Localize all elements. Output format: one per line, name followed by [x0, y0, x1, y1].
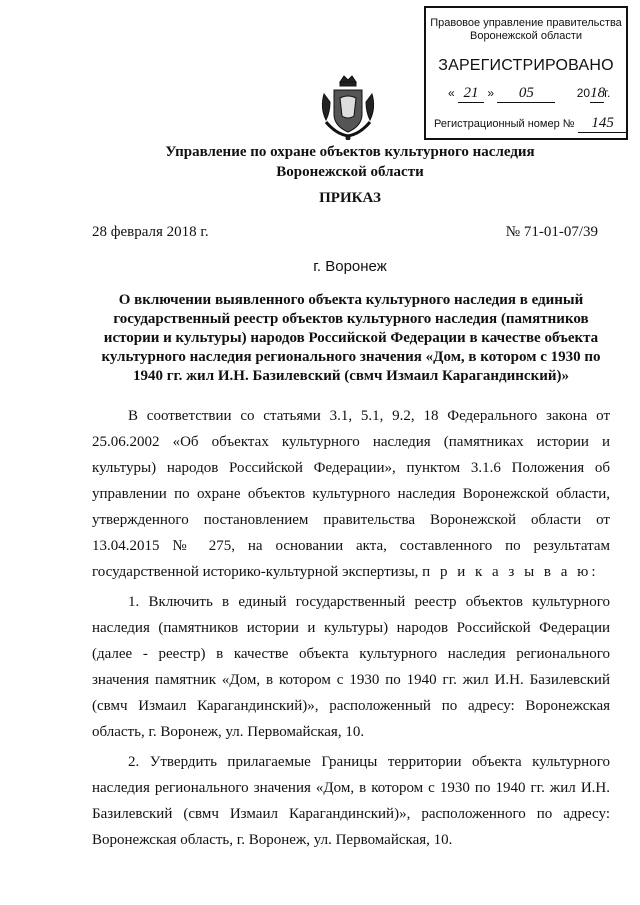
- order-word: п р и к а з ы в а ю:: [422, 564, 599, 580]
- document-date: 28 февраля 2018 г.: [92, 224, 209, 240]
- stamp-reg-number: Регистрационный номер № 145: [426, 115, 626, 133]
- stamp-date-year: 18: [590, 85, 606, 101]
- document-city: г. Воронеж: [313, 258, 387, 275]
- stamp-date: « 21 » 05 2018г.: [448, 85, 611, 101]
- order-item-2: 2. Утвердить прилагаемые Границы территории объекта культурного наследия регионального значения «Дом, в котором с 1930 по 1940 гг. жил И.Н. Базилевский (свмч Измаил Карагандинский)», расположенного по адресу: Воронежская область, г. Воронеж, ул. Первомайская, 10.: [92, 754, 610, 848]
- stamp-org: Правовое управление правительства Воронежской области: [430, 17, 622, 42]
- stamp-date-month: 05: [497, 85, 555, 103]
- stamp-reg-number-value: 145: [578, 115, 628, 133]
- stamp-registered: ЗАРЕГИСТРИРОВАНО: [438, 57, 614, 74]
- registration-stamp: [424, 6, 628, 140]
- document-number: № 71-01-07/39: [505, 224, 598, 240]
- issuer-name: Управление по охране объектов культурного наследия Воронежской области: [165, 144, 535, 180]
- preamble-paragraph: В соответствии со статьями 3.1, 5.1, 9.2, 18 Федерального закона от 25.06.2002 «Об объектах культурного наследия (памятниках истории и культуры) народов Российской Федерации», пунктом 3.1.6 Положения об управлении по охране объектов культурного наследия Воронежской области, утвержденного постановлением правительства Воронежской области от 13.04.2015 № 275, на основании акта, составленного по результатам государственной историко-культурной экспертизы, п р и к а з ы в а ю:: [92, 408, 610, 580]
- document-type: ПРИКАЗ: [319, 190, 381, 206]
- order-item-1: 1. Включить в единый государственный реестр объектов культурного наследия (памятников истории и культуры) народов Российской Федерации (далее - реестр) в качестве объекта культурного наследия регионального значения памятник «Дом, в котором с 1930 по 1940 гг. жил И.Н. Базилевский (свмч Измаил Карагандинский)», расположенный по адресу: Воронежская область, г. Воронеж, ул. Первомайская, 10.: [92, 594, 610, 740]
- stamp-date-day: 21: [458, 85, 484, 103]
- coat-of-arms-icon: [316, 72, 380, 140]
- document-body: [92, 403, 610, 857]
- document-subject: О включении выявленного объекта культурного наследия в единый государственный реестр объектов культурного наследия (памятников истории и культуры) народов Российской Федерации в качестве объекта культурного наследия регионального значения «Дом, в котором с 1930 по 1940 гг. жил И.Н. Базилевский (свмч Измаил Карагандинский)»: [101, 292, 601, 384]
